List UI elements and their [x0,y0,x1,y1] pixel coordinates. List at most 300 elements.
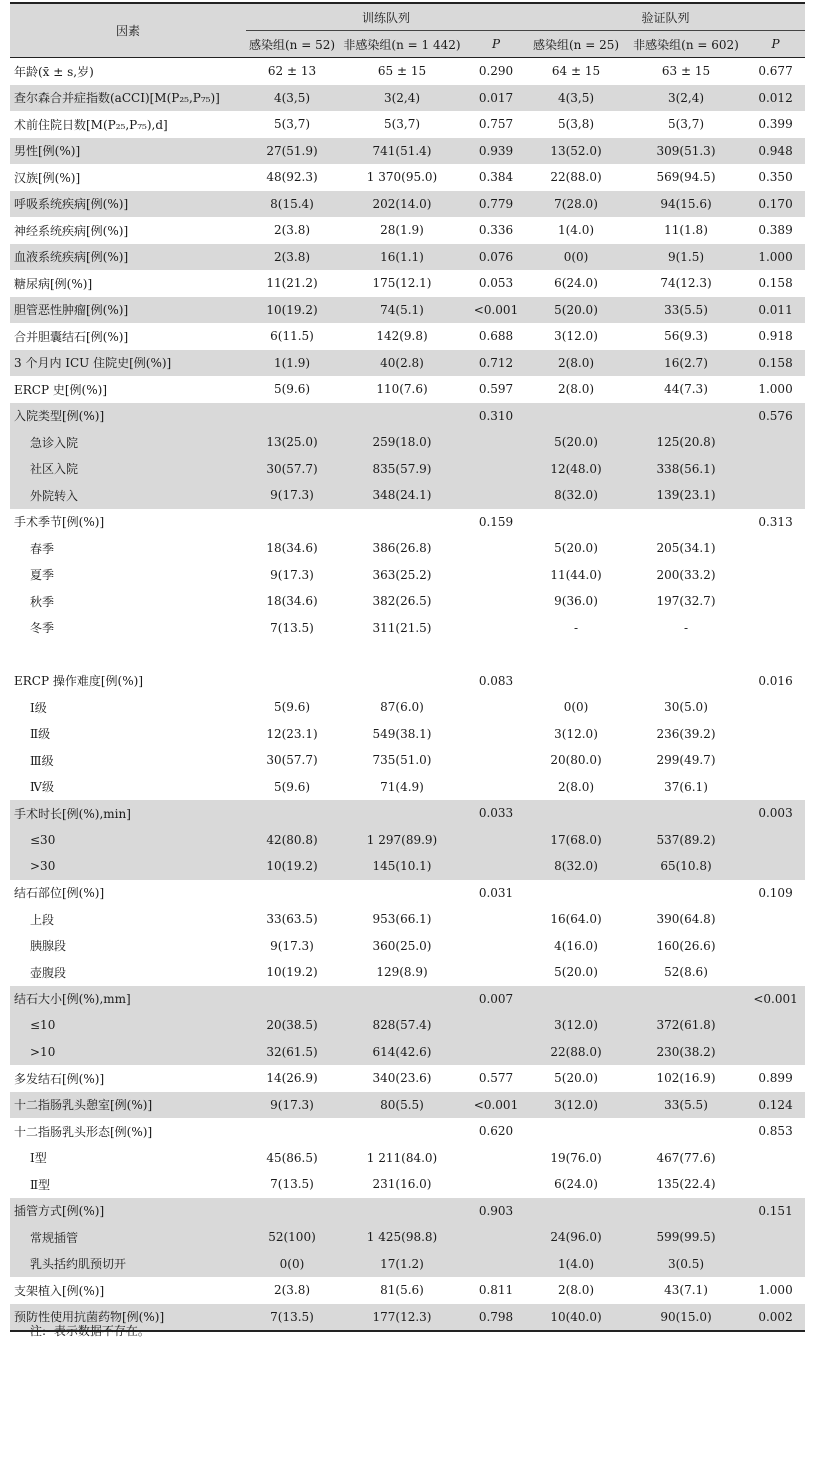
valid-infected-cell: 13(52.0) [526,138,626,165]
valid-p-cell [746,959,805,986]
table-row [10,164,805,191]
train-p-cell: <0.001 [466,297,526,324]
train-p-cell: 0.033 [466,800,526,827]
valid-infected-cell: 11(44.0) [550,567,602,582]
train-noninfected-cell: 71(4.9) [380,779,424,794]
table-row [10,403,805,430]
valid-p-cell: 0.158 [746,350,805,377]
train-noninfected-cell: 386(26.8) [372,541,432,556]
train-p-cell: 0.083 [478,673,514,688]
table-row [10,1065,805,1092]
train-noninfected-cell: 741(51.4) [338,138,466,165]
train-p-cell [466,827,526,854]
row-label: 支架植入[例(%)] [14,1283,105,1298]
table-row [10,244,805,271]
valid-infected-cell [526,1198,626,1225]
valid-p-cell [746,906,805,933]
valid-noninfected-cell: 94(15.6) [626,191,746,218]
header-train-p: P [466,31,526,58]
train-noninfected-cell [338,1118,466,1145]
train-noninfected-cell [338,1198,466,1225]
train-infected-cell: 9(17.3) [270,567,314,582]
data-table-container [10,2,805,1332]
table-row [10,694,805,721]
valid-p-cell: 0.011 [746,297,805,324]
valid-infected-cell: 5(20.0) [554,541,598,556]
valid-p-cell [746,827,805,854]
table-row [10,615,805,642]
train-p-cell: 0.798 [466,1304,526,1332]
valid-infected-cell: 12(48.0) [526,456,626,483]
valid-infected-cell: 16(64.0) [550,912,602,927]
valid-noninfected-cell: 338(56.1) [626,456,746,483]
train-infected-cell: 2(3.8) [273,223,311,238]
valid-noninfected-cell [626,800,746,827]
train-noninfected-cell: 129(8.9) [376,965,428,980]
valid-p-cell: 0.948 [746,138,805,165]
valid-p-cell: 0.170 [746,191,805,218]
valid-p-cell [746,1012,805,1039]
valid-infected-cell: 5(20.0) [554,965,598,980]
train-infected-cell: 11(21.2) [266,276,318,291]
valid-noninfected-cell: 537(89.2) [626,827,746,854]
train-noninfected-cell: 40(2.8) [338,350,466,377]
valid-noninfected-cell [626,880,746,907]
valid-infected-cell: 6(24.0) [554,276,598,291]
valid-infected-cell: 0(0) [526,244,626,271]
valid-p-cell [746,641,805,668]
valid-noninfected-cell: 63 ± 15 [661,64,711,79]
row-sublabel: ≤10 [10,1012,246,1039]
train-p-cell [466,1012,526,1039]
valid-infected-cell: 5(3,8) [557,117,595,132]
valid-p-cell [746,1171,805,1198]
valid-noninfected-cell [626,668,746,695]
valid-p-cell: 1.000 [758,1283,793,1298]
row-sublabel: Ⅰ级 [30,700,47,715]
valid-p-cell: 0.399 [758,117,793,132]
train-infected-cell: 10(19.2) [246,853,338,880]
row-label: 十二指肠乳头形态[例(%)] [14,1124,153,1139]
valid-infected-cell: 4(3,5) [526,85,626,112]
row-label: 糖尿病[例(%)] [14,276,93,291]
train-infected-cell: 13(25.0) [246,429,338,456]
train-noninfected-cell: 311(21.5) [372,620,432,635]
valid-p-cell [746,482,805,509]
train-noninfected-cell [338,641,466,668]
train-noninfected-cell: 3(2,4) [338,85,466,112]
valid-p-cell: 0.002 [746,1304,805,1332]
train-noninfected-cell [338,509,466,536]
table-row [10,1277,805,1304]
valid-infected-cell: 17(68.0) [526,827,626,854]
valid-noninfected-cell: 200(33.2) [656,567,716,582]
header-train-noninfected: 非感染组(n = 1 442) [338,31,466,58]
train-p-cell: 0.597 [478,382,514,397]
valid-infected-cell: 7(28.0) [526,191,626,218]
header-validation-cohort: 验证队列 [526,3,805,31]
table-row [10,456,805,483]
header-valid-infected: 感染组(n = 25) [526,31,626,58]
valid-noninfected-cell: 11(1.8) [664,223,708,238]
train-noninfected-cell: 735(51.0) [372,753,432,768]
valid-noninfected-cell: 37(6.1) [664,779,708,794]
valid-p-cell: 0.313 [758,514,793,529]
row-label: 合并胆囊结石[例(%)] [14,329,129,344]
train-infected-cell [246,1198,338,1225]
valid-p-cell [746,588,805,615]
table-row [10,1012,805,1039]
train-infected-cell: 2(3.8) [246,244,338,271]
table-row [10,535,805,562]
valid-infected-cell: 1(4.0) [557,223,595,238]
train-p-cell: 0.076 [466,244,526,271]
valid-noninfected-cell: 9(1.5) [626,244,746,271]
row-label: 预防性使用抗菌药物[例(%)] [10,1304,246,1332]
valid-noninfected-cell: 16(2.7) [626,350,746,377]
train-p-cell [466,959,526,986]
train-infected-cell [246,880,338,907]
valid-infected-cell [526,641,626,668]
valid-p-cell: 0.151 [746,1198,805,1225]
table-row [10,668,805,695]
row-label: 手术时长[例(%),min] [10,800,246,827]
valid-infected-cell: 24(96.0) [526,1224,626,1251]
train-noninfected-cell: 259(18.0) [338,429,466,456]
train-p-cell: 0.811 [478,1283,514,1298]
train-noninfected-cell: 65 ± 15 [377,64,427,79]
row-sublabel: 夏季 [30,568,55,583]
valid-p-cell [746,1224,805,1251]
baseline-characteristics-table [10,2,805,1332]
train-infected-cell: 7(13.5) [270,620,314,635]
row-label: 男性[例(%)] [10,138,246,165]
train-infected-cell: 7(13.5) [270,1177,314,1192]
table-row [10,191,805,218]
valid-noninfected-cell: 309(51.3) [626,138,746,165]
valid-infected-cell: 9(36.0) [554,594,598,609]
valid-noninfected-cell: 599(99.5) [626,1224,746,1251]
train-noninfected-cell: 28(1.9) [380,223,424,238]
train-infected-cell: 5(9.6) [273,779,311,794]
table-row [10,85,805,112]
train-infected-cell: 18(34.6) [266,541,318,556]
valid-infected-cell: 3(12.0) [554,726,598,741]
valid-p-cell: 0.899 [758,1071,793,1086]
header-training-cohort: 训练队列 [246,3,526,31]
train-infected-cell [246,403,338,430]
row-label [10,641,246,668]
row-label: 汉族[例(%)] [14,170,81,185]
train-p-cell: 0.757 [478,117,514,132]
table-row [10,270,805,297]
valid-noninfected-cell: 569(94.5) [656,170,716,185]
train-p-cell [466,562,526,589]
valid-noninfected-cell: 236(39.2) [656,726,716,741]
train-infected-cell: 4(3,5) [246,85,338,112]
train-infected-cell: 9(17.3) [246,1092,338,1119]
train-noninfected-cell: 614(42.6) [338,1039,466,1066]
table-row [10,1039,805,1066]
train-noninfected-cell: 953(66.1) [372,912,432,927]
valid-noninfected-cell: 390(64.8) [656,912,716,927]
valid-p-cell: 1.000 [758,382,793,397]
train-p-cell: 0.017 [466,85,526,112]
row-sublabel: 秋季 [30,594,55,609]
table-row [10,853,805,880]
valid-p-cell [746,615,805,642]
row-label: ERCP 操作难度[例(%)] [14,674,143,689]
train-noninfected-cell: 348(24.1) [338,482,466,509]
valid-noninfected-cell: 44(7.3) [664,382,708,397]
valid-infected-cell [526,1118,626,1145]
train-p-cell: 0.053 [478,276,514,291]
valid-p-cell: 0.350 [758,170,793,185]
valid-p-cell [746,535,805,562]
table-row [10,588,805,615]
train-infected-cell: 5(9.6) [273,382,311,397]
train-noninfected-cell: 5(3,7) [383,117,421,132]
train-p-cell [466,1224,526,1251]
valid-p-cell [746,1039,805,1066]
table-row [10,959,805,986]
train-infected-cell: 0(0) [246,1251,338,1278]
train-infected-cell: 9(17.3) [246,482,338,509]
valid-p-cell: 0.158 [758,276,793,291]
valid-p-cell [746,1145,805,1172]
table-row [10,217,805,244]
row-label: 入院类型[例(%)] [10,403,246,430]
train-infected-cell [246,800,338,827]
row-label: ERCP 史[例(%)] [14,382,107,397]
row-sublabel: ≤30 [10,827,246,854]
header-train-infected: 感染组(n = 52) [246,31,338,58]
table-row [10,641,805,668]
train-noninfected-cell: 363(25.2) [372,567,432,582]
valid-p-cell [746,774,805,801]
valid-p-cell: 0.918 [758,329,793,344]
table-row [10,1092,805,1119]
valid-noninfected-cell: - [683,620,689,635]
train-noninfected-cell: 340(23.6) [372,1071,432,1086]
train-noninfected-cell: 81(5.6) [380,1283,424,1298]
row-label: 呼吸系统疾病[例(%)] [10,191,246,218]
train-noninfected-cell: 145(10.1) [338,853,466,880]
train-noninfected-cell: 382(26.5) [372,594,432,609]
row-label: 查尔森合并症指数(aCCI)[M(P₂₅,P₇₅)] [10,85,246,112]
row-sublabel: >10 [10,1039,246,1066]
valid-p-cell: <0.001 [746,986,805,1013]
train-noninfected-cell: 1 211(84.0) [366,1150,438,1165]
valid-infected-cell: 5(20.0) [526,297,626,324]
train-noninfected-cell: 16(1.1) [338,244,466,271]
train-noninfected-cell [338,880,466,907]
train-p-cell: <0.001 [466,1092,526,1119]
train-p-cell: 0.007 [466,986,526,1013]
train-infected-cell: 5(3,7) [273,117,311,132]
valid-infected-cell: 2(8.0) [557,382,595,397]
row-label: 胆管恶性肿瘤[例(%)] [10,297,246,324]
train-noninfected-cell [338,986,466,1013]
train-infected-cell: 12(23.1) [266,726,318,741]
header-valid-noninfected: 非感染组(n = 602) [626,31,746,58]
table-row [10,323,805,350]
train-noninfected-cell: 1 297(89.9) [338,827,466,854]
row-sublabel: 常规插管 [10,1224,246,1251]
valid-noninfected-cell: 230(38.2) [626,1039,746,1066]
row-sublabel: 壶腹段 [30,965,67,980]
train-infected-cell: 30(57.7) [266,753,318,768]
valid-noninfected-cell: 33(5.5) [626,1092,746,1119]
valid-infected-cell: 20(80.0) [550,753,602,768]
train-noninfected-cell [338,403,466,430]
valid-noninfected-cell: 74(12.3) [660,276,712,291]
valid-p-cell: 1.000 [746,244,805,271]
valid-infected-cell: 19(76.0) [550,1150,602,1165]
row-sublabel: 胰腺段 [30,939,67,954]
train-p-cell [466,588,526,615]
train-infected-cell: 6(11.5) [270,329,314,344]
valid-p-cell: 0.003 [746,800,805,827]
valid-p-cell: 0.012 [746,85,805,112]
table-row [10,429,805,456]
train-infected-cell: 32(61.5) [246,1039,338,1066]
valid-p-cell [746,933,805,960]
train-p-cell [466,615,526,642]
valid-p-cell [746,562,805,589]
row-sublabel: 社区入院 [10,456,246,483]
row-label: 结石部位[例(%)] [14,886,105,901]
row-sublabel: Ⅱ型 [30,1177,51,1192]
valid-noninfected-cell [626,509,746,536]
train-noninfected-cell: 1 370(95.0) [366,170,438,185]
valid-noninfected-cell [626,986,746,1013]
valid-noninfected-cell: 205(34.1) [656,541,716,556]
valid-infected-cell: 3(12.0) [526,1092,626,1119]
table-row [10,58,805,85]
train-noninfected-cell: 360(25.0) [372,938,432,953]
train-noninfected-cell: 549(38.1) [372,726,432,741]
valid-p-cell: 0.016 [758,673,793,688]
train-infected-cell: 14(26.9) [266,1071,318,1086]
train-p-cell [466,1251,526,1278]
valid-infected-cell [526,509,626,536]
valid-infected-cell: 2(8.0) [557,779,595,794]
header-valid-p: P [746,31,805,58]
train-infected-cell: 8(15.4) [246,191,338,218]
valid-infected-cell: 8(32.0) [526,482,626,509]
train-infected-cell: 33(63.5) [266,912,318,927]
train-infected-cell: 10(19.2) [266,965,318,980]
train-p-cell: 0.031 [478,885,514,900]
train-p-cell [466,853,526,880]
train-infected-cell: 20(38.5) [246,1012,338,1039]
valid-p-cell: 0.677 [758,64,793,79]
train-p-cell [466,721,526,748]
table-row [10,906,805,933]
row-label: 十二指肠乳头憩室[例(%)] [10,1092,246,1119]
valid-p-cell [746,853,805,880]
header-factor: 因素 [10,3,246,58]
train-noninfected-cell: 835(57.9) [338,456,466,483]
table-row [10,721,805,748]
train-p-cell [466,1039,526,1066]
train-noninfected-cell: 231(16.0) [372,1177,432,1192]
valid-p-cell: 0.576 [746,403,805,430]
valid-infected-cell: 4(16.0) [554,938,598,953]
train-p-cell: 0.159 [478,514,514,529]
train-noninfected-cell: 1 425(98.8) [338,1224,466,1251]
row-label: 年龄(x̄ ± s,岁) [14,64,94,79]
valid-infected-cell: 6(24.0) [554,1177,598,1192]
train-noninfected-cell: 87(6.0) [380,700,424,715]
valid-noninfected-cell: 30(5.0) [664,700,708,715]
valid-noninfected-cell: 197(32.7) [656,594,716,609]
valid-noninfected-cell: 372(61.8) [626,1012,746,1039]
table-row [10,562,805,589]
valid-p-cell [746,1251,805,1278]
train-p-cell [466,535,526,562]
row-label: 手术季节[例(%)] [14,515,105,530]
train-infected-cell: 42(80.8) [246,827,338,854]
train-noninfected-cell [338,800,466,827]
valid-noninfected-cell: 160(26.6) [656,938,716,953]
table-row [10,880,805,907]
valid-infected-cell: 8(32.0) [526,853,626,880]
valid-noninfected-cell [626,641,746,668]
train-infected-cell: 52(100) [246,1224,338,1251]
train-p-cell: 0.310 [466,403,526,430]
row-sublabel: 上段 [30,912,55,927]
valid-noninfected-cell: 135(22.4) [656,1177,716,1192]
train-p-cell: 0.620 [478,1124,514,1139]
valid-p-cell [746,747,805,774]
row-sublabel: 急诊入院 [10,429,246,456]
table-row [10,1251,805,1278]
train-infected-cell: 48(92.3) [266,170,318,185]
valid-p-cell [746,429,805,456]
valid-p-cell [746,456,805,483]
train-p-cell: 0.688 [478,329,514,344]
train-noninfected-cell: 110(7.6) [376,382,428,397]
table-row [10,350,805,377]
table-footnote: 注:- 表示数据不存在。 [30,1324,150,1338]
valid-noninfected-cell: 33(5.5) [626,297,746,324]
train-p-cell [466,906,526,933]
valid-noninfected-cell: 3(0.5) [626,1251,746,1278]
table-row [10,747,805,774]
table-row [10,827,805,854]
train-infected-cell [246,986,338,1013]
table-row [10,111,805,138]
train-noninfected-cell: 142(9.8) [376,329,428,344]
valid-noninfected-cell: 90(15.0) [626,1304,746,1332]
valid-p-cell: 0.389 [758,223,793,238]
valid-noninfected-cell: 102(16.9) [656,1071,716,1086]
train-p-cell [466,1171,526,1198]
train-p-cell: 0.336 [478,223,514,238]
row-sublabel: Ⅳ级 [30,780,54,795]
train-p-cell: 0.779 [466,191,526,218]
table-row [10,933,805,960]
valid-infected-cell: 64 ± 15 [551,64,601,79]
valid-noninfected-cell: 125(20.8) [626,429,746,456]
valid-infected-cell: 2(8.0) [557,1283,595,1298]
train-p-cell [466,694,526,721]
train-p-cell [466,456,526,483]
row-sublabel: Ⅱ级 [30,727,51,742]
train-infected-cell: 18(34.6) [266,594,318,609]
